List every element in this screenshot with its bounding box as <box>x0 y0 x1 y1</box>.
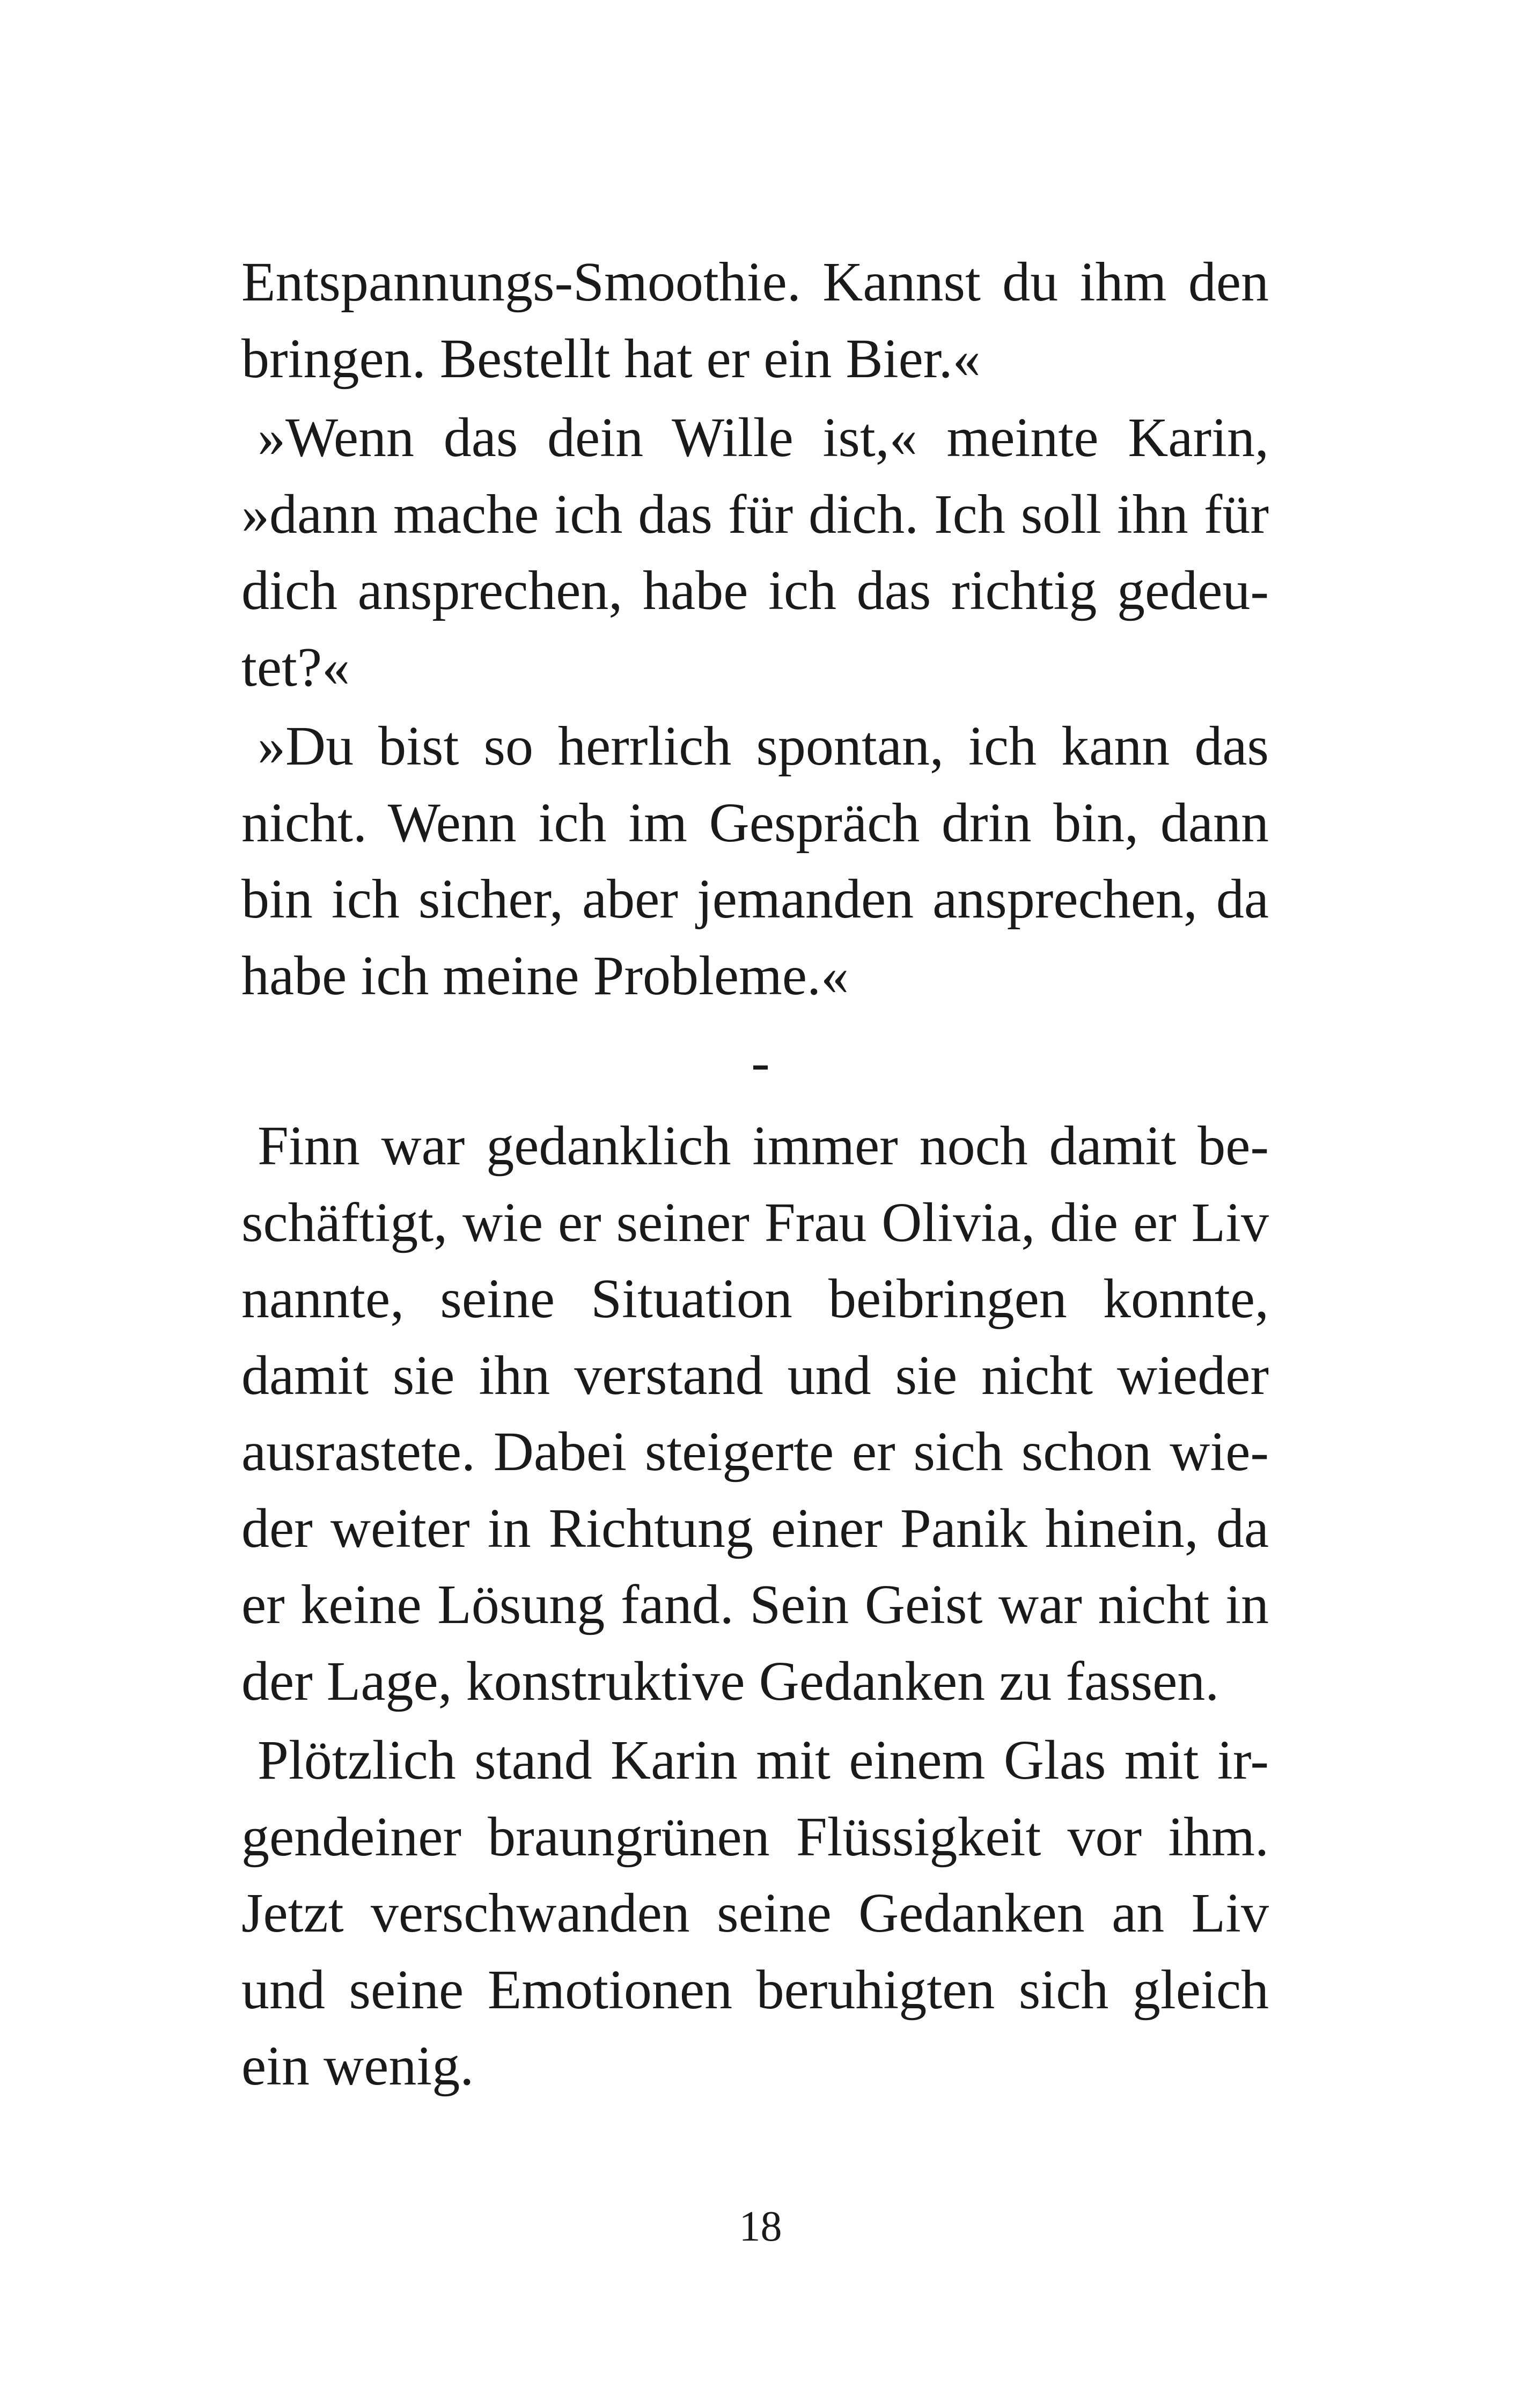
text-line: Jetzt verschwanden seine Gedanken an Liv <box>241 1882 1269 1944</box>
text-block-top <box>241 244 1269 1014</box>
text-line: und seine Emotionen beruhigten sich gleich <box>241 1958 1269 2021</box>
text-line: damit sie ihn verstand und sie nicht wieder <box>241 1344 1269 1406</box>
text-line: habe ich meine Probleme.« <box>241 944 849 1007</box>
text-line: Finn war gedanklich immer noch damit be- <box>258 1115 1269 1177</box>
text-line: tet?« <box>241 636 350 698</box>
text-line: nannte, seine Situation beibringen konnte, <box>241 1268 1269 1330</box>
text-line: schäftigt, wie er seiner Frau Olivia, die er Liv <box>241 1191 1269 1253</box>
text-line: ein wenig. <box>241 2035 474 2097</box>
text-line: gendeiner braungrünen Flüssigkeit vor ihm. <box>241 1805 1269 1868</box>
text-line: der Lage, konstruktive Gedanken zu fassen. <box>241 1650 1219 1712</box>
text-line: »Wenn das dein Wille ist,« meinte Karin, <box>258 407 1269 468</box>
text-line: bin ich sicher, aber jemanden ansprechen, da <box>241 868 1269 930</box>
text-line: bringen. Bestellt hat er ein Bier.« <box>241 327 981 390</box>
text-line: nicht. Wenn ich im Gespräch drin bin, dann <box>241 791 1269 854</box>
text-line: er keine Lösung fand. Sein Geist war nicht in <box>241 1574 1269 1635</box>
text-line: ausrastete. Dabei steigerte er sich schon wie- <box>241 1421 1269 1482</box>
text-line: der weiter in Richtung einer Panik hinein, da <box>241 1497 1269 1559</box>
page-number: 18 <box>739 2203 782 2250</box>
text-block-bottom <box>241 1108 1269 2105</box>
text-line: »Du bist so herrlich spontan, ich kann das <box>258 715 1269 777</box>
text-line: dich ansprechen, habe ich das richtig gedeu- <box>241 560 1269 621</box>
section-separator: - <box>751 1031 770 1093</box>
text-line: Entspannungs-Smoothie. Kannst du ihm den <box>241 251 1269 313</box>
text-line: »dann mache ich das für dich. Ich soll ihn für <box>241 483 1269 545</box>
text-line: Plötzlich stand Karin mit einem Glas mit ir- <box>258 1729 1269 1791</box>
